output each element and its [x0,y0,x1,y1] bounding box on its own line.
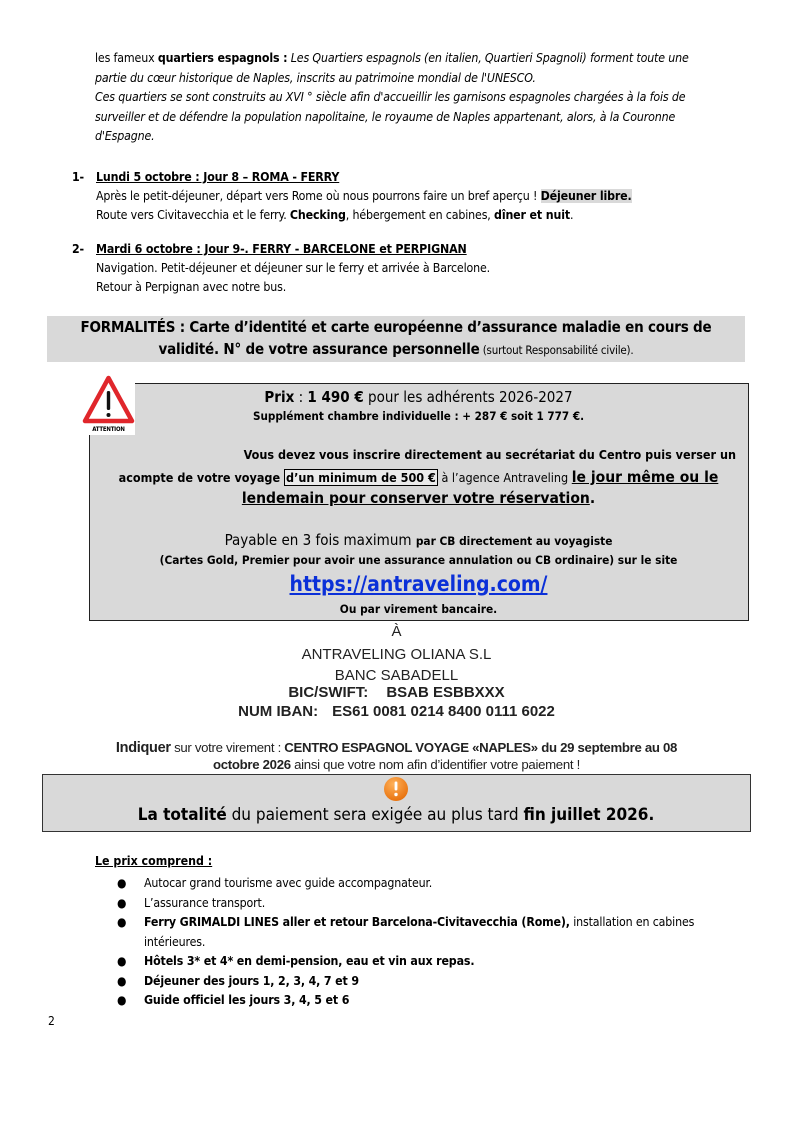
day-text: Route vers Civitavecchia et le ferry. [96,208,290,222]
day-line: Navigation. Petit-déjeuner et déjeuner sur le ferry et arrivée à Barcelone. [96,261,491,275]
day-line [96,206,573,226]
intro-text: partie du cœur historique de Naples, inscrits au patrimoine mondial de l'UNESCO. [95,70,536,85]
intro-text: Les Quartiers espagnols (en italien, Quartieri Spagnoli) forment toute une [287,51,689,65]
day-text: . [569,208,574,222]
deposit-end: . [589,489,596,507]
intro-lead-bold: quartiers espagnols : [157,51,288,65]
price-includes-heading: Le prix comprend : [95,854,213,868]
register-line: Vous devez vous inscrire directement au secrétariat du Centro puis verser un [243,447,736,462]
deposit-minimum: d’un minimum de 500 € [286,470,436,485]
bank-transfer-line: Ou par virement bancaire. [339,602,498,616]
list-item [115,991,735,1011]
day-line [96,187,632,207]
warning-triangle-icon [82,374,135,426]
transfer-reference-line-1 [0,740,793,756]
iban-label: NUM IBAN: [238,703,319,720]
price-label: Prix [264,388,295,406]
bank-beneficiary: ANTRAVELING OLIANA S.L [301,646,492,663]
item-text: Autocar grand tourisme avec guide accompagnateur. [144,876,433,890]
bullet-icon: ● [117,993,127,1007]
bank-bic [0,684,793,701]
deposit-deadline: le jour même ou le [571,468,719,486]
attention-icon [82,374,135,435]
deposit-text: à l’agence Antraveling [437,470,572,485]
item-bold: Guide officiel les jours 3, 4, 5 et 6 [144,993,350,1007]
list-item [115,874,735,894]
formalites-bold: validité. N° de votre assurance personnelle [158,340,480,358]
indiquer-text: ainsi que votre nom afin d’identifier votre paiement ! [290,757,580,772]
total-deadline: fin juillet 2026. [523,805,655,825]
bullet-icon: ● [117,973,127,988]
intro-line-1 [95,49,755,69]
day-text: Après le petit-déjeuner, départ vers Rome où nous pourrons faire un bref aperçu ! [96,189,541,203]
bic-value: BSAB ESBBXXX [386,684,505,701]
exclamation-icon [383,776,409,802]
bullet-icon: ● [117,954,127,968]
indiquer-bold: Indiquer [115,740,171,756]
bank-name: BANC SABADELL [334,667,459,684]
item-bold: Déjeuner des jours 1, 2, 3, 4, 7 et 9 [144,973,359,988]
price-box [89,383,749,621]
formalites-line-2 [47,338,745,361]
formalites-banner [47,316,745,362]
total-text: du paiement sera exigée au plus tard [226,805,524,825]
deposit-deadline: lendemain pour conserver votre réservation [241,489,590,507]
day-number: 1- [72,170,84,184]
payable-line [90,530,747,551]
list-item [115,894,735,914]
bic-label: BIC/SWIFT: [288,684,369,701]
price-rest: pour les adhérents 2026-2027 [363,388,573,406]
deposit-text: acompte de votre voyage [118,470,285,485]
full-payment-box [42,774,751,832]
itinerary-day-1 [72,168,762,228]
attention-label: ATTENTION [92,426,125,433]
website-link[interactable]: https://antraveling.com/ [289,572,548,596]
transfer-reference-line-2 [0,757,793,773]
page-number: 2 [48,1014,55,1028]
item-bold: Ferry GRIMALDI LINES aller et retour Barcelona-Civitavecchia (Rome), [144,915,570,929]
item-text: L’assurance transport. [144,895,266,910]
list-item [115,972,735,992]
full-payment-text [43,804,749,826]
intro-line-3 [95,88,755,108]
single-supplement: Supplément chambre individuelle : + 287 € soit 1 777 €. [252,409,585,423]
day-line: Retour à Perpignan avec notre bus. [96,280,287,294]
intro-text: surveiller et de défendre la population napolitaine, le royaume de Naples appartenant, alors, à la Couronne [95,109,676,124]
itinerary-day-2 [72,240,762,300]
bullet-icon: ● [117,895,127,910]
indiquer-text: sur votre virement : [170,740,285,755]
price-includes-list [115,874,735,1011]
deposit-line [90,466,747,489]
bank-iban [0,703,793,720]
highlight-dejeuner-libre: Déjeuner libre. [540,189,632,203]
payable-text: Payable en 3 fois maximum [224,531,416,549]
day-bold: dîner et nuit [494,208,570,222]
website-line [90,571,747,597]
bank-to: À [391,623,402,640]
day-text: , hébergement en cabines, [345,208,495,222]
intro-paragraph [95,49,755,147]
formalites-small: (surtout Responsabilité civile). [479,343,634,357]
bullet-icon: ● [117,915,127,929]
day-title: Lundi 5 octobre : Jour 8 – ROMA - FERRY [96,170,340,184]
list-item [115,952,735,972]
intro-line-5 [95,127,755,147]
item-text: installation en cabines intérieures. [144,915,695,949]
transfer-reference: octobre 2026 [213,757,291,772]
intro-text: Ces quartiers se sont construits au XVI ° siècle afin d'accueillir les garnisons espagnoles chargées à la fois de [95,90,686,104]
intro-line-4 [95,108,755,128]
price-sep: : [294,388,308,406]
total-bold: La totalité [137,805,227,825]
bullet-icon: ● [117,876,127,890]
day-title: Mardi 6 octobre : Jour 9-. FERRY - BARCELONE et PERPIGNAN [96,242,467,256]
list-item [115,913,735,952]
intro-line-2 [95,69,755,89]
deposit-line-2 [90,488,747,508]
transfer-reference: CENTRO ESPAGNOL VOYAGE «NAPLES» du 29 septembre au 08 [284,740,678,755]
cards-line: (Cartes Gold, Premier pour avoir une assurance annulation ou CB ordinaire) sur le site [159,553,678,567]
price-line [90,387,747,407]
intro-lead: les fameux [95,51,158,65]
payable-bold: par CB directement au voyagiste [415,534,613,548]
price-amount: 1 490 € [307,388,364,406]
day-bold: Checking [289,208,346,222]
formalites-line-1: FORMALITÉS : Carte d’identité et carte européenne d’assurance maladie en cours de [80,318,712,336]
day-number: 2- [72,242,84,256]
iban-value: ES61 0081 0214 8400 0111 6022 [332,703,555,720]
item-bold: Hôtels 3* et 4* en demi-pension, eau et vin aux repas. [144,954,475,968]
intro-text: d'Espagne. [95,129,155,143]
